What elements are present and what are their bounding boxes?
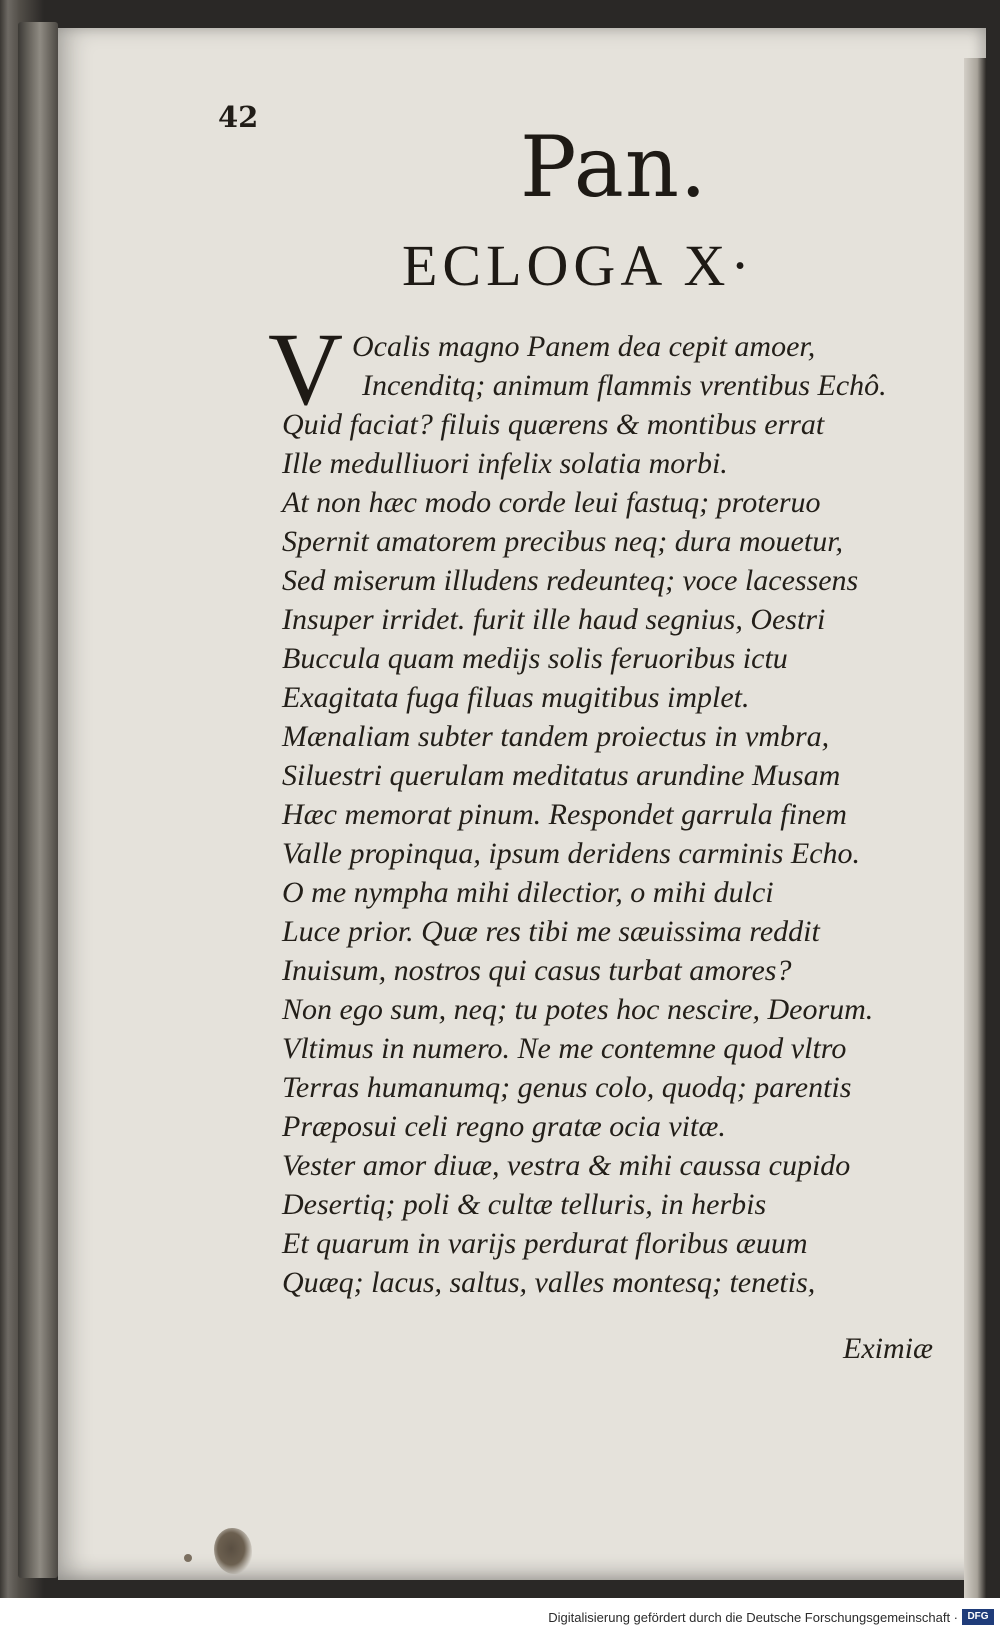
- verse-line: Quid faciat? filuis quærens & montibus errat: [282, 408, 825, 441]
- verse-line: Non ego sum, neq; tu potes hoc nescire, Deorum.: [282, 993, 874, 1026]
- verse-line: Ocalis magno Panem dea cepit amoer,: [352, 330, 816, 363]
- verse-line: Buccula quam medijs solis feruoribus ictu: [282, 642, 788, 675]
- verse-line: Insuper irridet. furit ille haud segnius, Oestri: [282, 603, 826, 636]
- funding-credit: Digitalisierung gefördert durch die Deutsche Forschungsgemeinschaft ·: [548, 1610, 958, 1625]
- section-title: ECLOGA X·: [402, 233, 755, 298]
- verse-line: Siluestri querulam meditatus arundine Musam: [282, 759, 841, 792]
- verse-line: Sed miserum illudens redeunteq; voce lacessens: [282, 564, 859, 597]
- verse-line: O me nympha mihi dilectior, o mihi dulci: [282, 876, 774, 909]
- ink-speck: [184, 1554, 192, 1562]
- verse-line: At non hæc modo corde leui fastuq; proteruo: [282, 486, 821, 519]
- catchword: Eximiæ: [843, 1332, 933, 1365]
- verse-line: Hæc memorat pinum. Respondet garrula finem: [282, 798, 847, 831]
- verse-line: Valle propinqua, ipsum deridens carminis Echo.: [282, 837, 861, 870]
- verse-line: Vester amor diuæ, vestra & mihi caussa cupido: [282, 1149, 851, 1182]
- verse-line: Spernit amatorem precibus neq; dura mouetur,: [282, 525, 844, 558]
- running-title: Pan.: [520, 118, 708, 216]
- footer-strip: [0, 1598, 1000, 1632]
- verse-line: Exagitata fuga filuas mugitibus implet.: [282, 681, 750, 714]
- verse-line: Inuisum, nostros qui casus turbat amores?: [282, 954, 792, 987]
- drop-cap: V: [268, 312, 344, 427]
- dfg-logo: DFG: [962, 1609, 994, 1625]
- verse-line: Et quarum in varijs perdurat floribus æuum: [282, 1227, 808, 1260]
- verse-line: Ille medulliuori infelix solatia morbi.: [282, 447, 728, 480]
- verse-line: Desertiq; poli & cultæ telluris, in herbis: [282, 1188, 767, 1221]
- verse-line: Vltimus in numero. Ne me contemne quod vltro: [282, 1032, 847, 1065]
- verse-line: Mænaliam subter tandem proiectus in vmbra,: [282, 720, 830, 753]
- verse-line: Terras humanumq; genus colo, quodq; parentis: [282, 1071, 852, 1104]
- ink-blot: [214, 1528, 252, 1574]
- verse-line: Præposui celi regno gratæ ocia vitæ.: [282, 1110, 726, 1143]
- verse-line: Quæq; lacus, saltus, valles montesq; tenetis,: [282, 1266, 816, 1299]
- verse-line: Luce prior. Quæ res tibi me sæuissima reddit: [282, 915, 820, 948]
- page-number: 42: [218, 100, 259, 134]
- verse-line: Incenditq; animum flammis vrentibus Echô.: [362, 369, 887, 402]
